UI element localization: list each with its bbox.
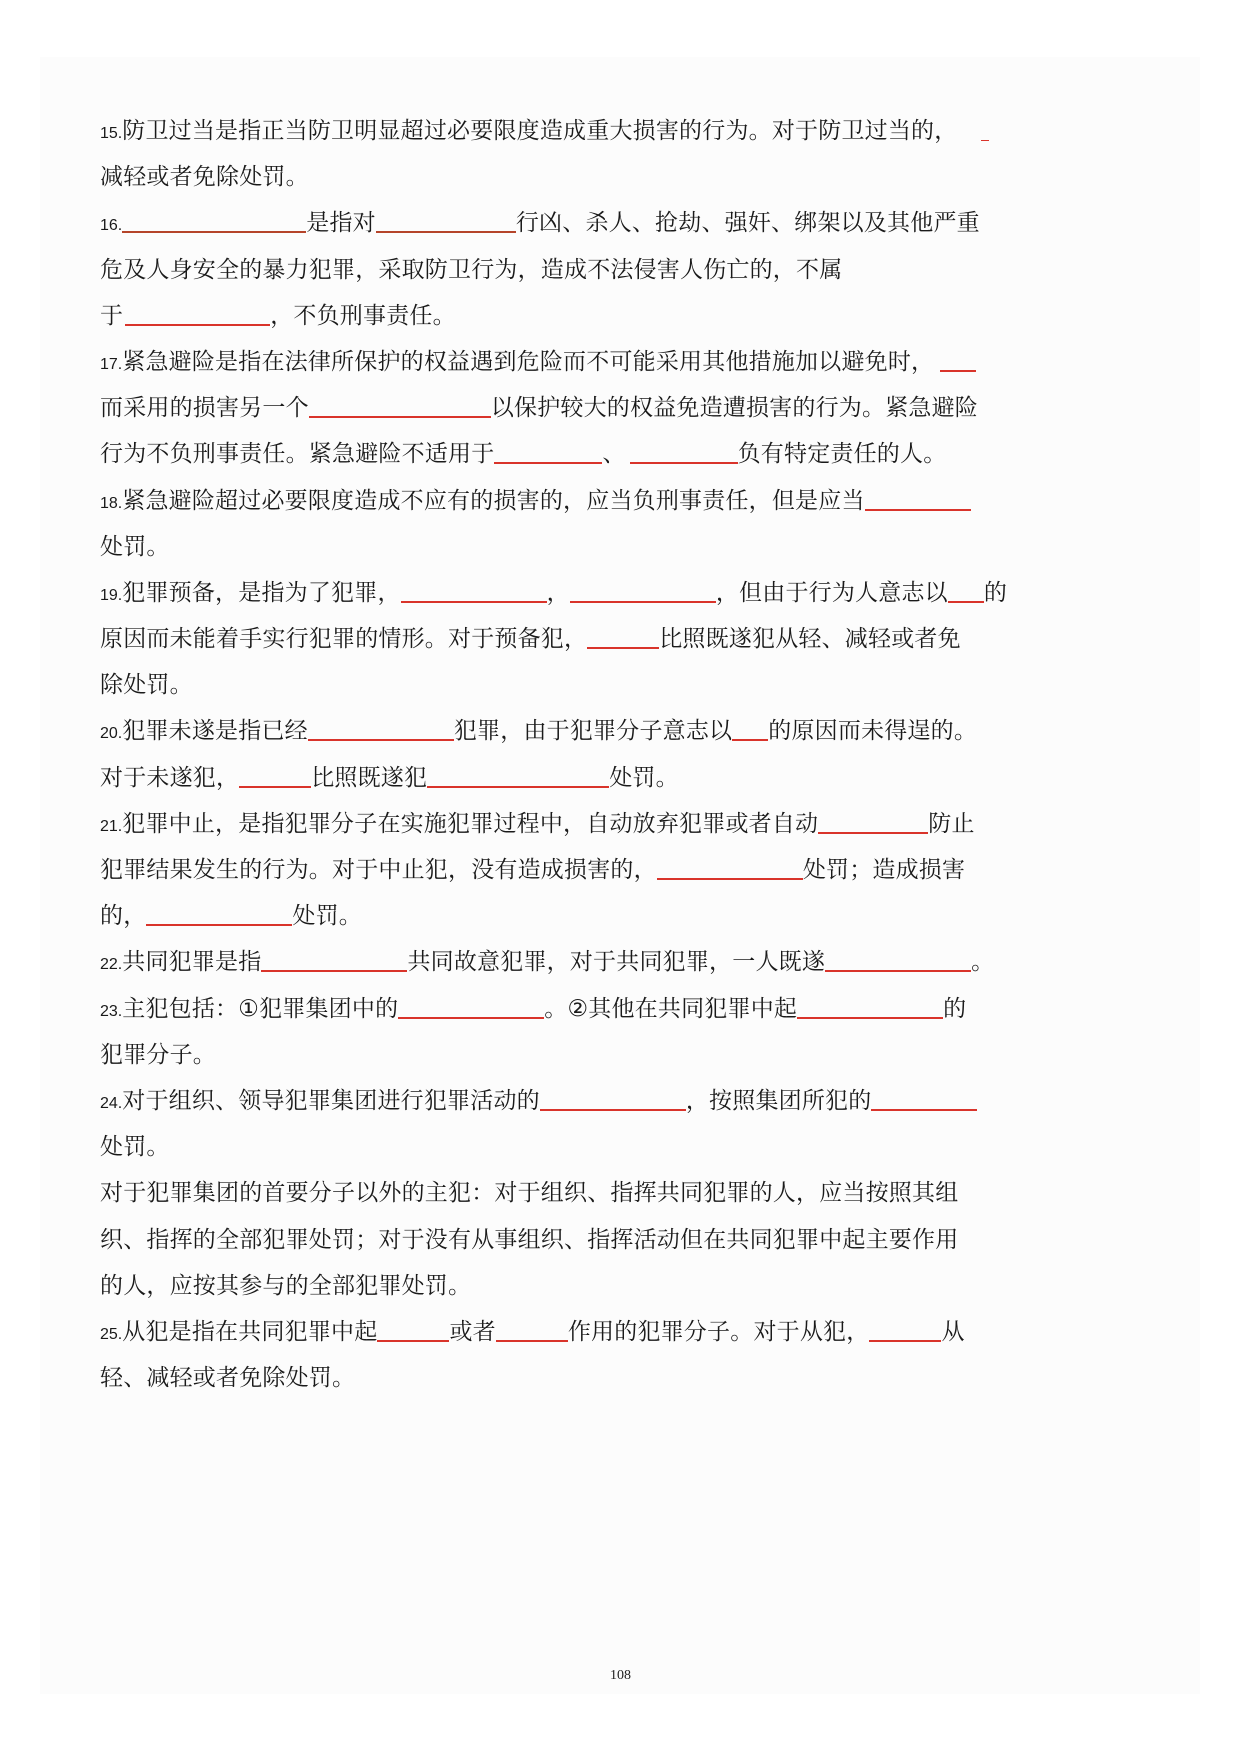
answer-blank[interactable] [797,995,943,1019]
question-text: 防卫过当是指正当防卫明显超过必要限度造成重大损害的行为。对于防卫过当的， [122,118,958,144]
question-text: 犯罪，由于犯罪分子意志以 [453,718,733,745]
question-25-line-2 [100,1355,1012,1401]
answer-blank[interactable] [865,487,971,511]
question-text: ，但由于行为人意志以 [715,579,948,606]
question-18-line-2 [100,524,1012,570]
question-text: 原因而未能着手实行犯罪的情形。对于预备犯， [100,626,588,653]
question-text: 处罚；造成损害 [802,857,966,883]
question-text: 以保护较大的权益免造遭损害的行为。紧急避险 [490,395,979,422]
question-24-line-2 [100,1124,1012,1170]
question-text: 比照既遂犯从轻、减轻或者免 [659,626,961,653]
question-number: 24. [100,1094,123,1112]
answer-blank[interactable] [981,118,989,141]
question-text: 防止 [928,810,975,837]
question-24-note-line-1 [100,1170,1012,1216]
note-text: 的人，应按其参与的全部犯罪处罚。 [100,1272,472,1299]
question-text: 处罚。 [100,1134,170,1161]
question-text: 比照既遂犯 [311,764,428,791]
question-text: 是指对 [306,210,376,237]
question-text: ，不负刑事责任。 [270,302,456,329]
answer-blank[interactable] [587,625,659,649]
question-text: 而采用的损害另一个 [100,395,309,422]
question-20-line-1 [100,708,1012,754]
question-number: 19. [100,586,123,604]
note-text: 对于犯罪集团的首要分子以外的主犯：对于组织、指挥共同犯罪的人，应当按照其组 [100,1180,959,1207]
answer-blank[interactable] [146,902,292,926]
answer-blank[interactable] [657,856,803,880]
question-text: 犯罪未遂是指已经 [122,718,308,745]
question-24-note-line-3 [100,1263,1012,1309]
question-text: 减轻或者免除处罚。 [100,164,309,191]
document-body [100,108,1012,1401]
answer-blank[interactable] [122,209,306,233]
question-text: 、 [602,441,626,468]
question-number: 22. [100,956,123,974]
question-16-line-3 [100,293,1012,339]
answer-blank[interactable] [377,1318,449,1342]
question-text: 除处罚。 [100,672,193,699]
answer-blank[interactable] [309,394,491,418]
question-21-line-1 [100,801,1012,847]
question-16-line-1 [100,200,1012,246]
question-number: 16. [100,217,123,235]
question-19-line-1 [100,570,1012,616]
question-15-line-2 [100,154,1012,200]
question-number: 18. [100,494,123,512]
answer-blank[interactable] [732,717,768,741]
question-text: 犯罪预备，是指为了犯罪， [122,579,401,606]
question-25-line-1 [100,1309,1012,1355]
answer-blank[interactable] [239,764,311,788]
question-text: 负有特定责任的人。 [737,441,947,468]
answer-blank[interactable] [427,764,609,788]
question-text: 。②其他在共同犯罪中起 [544,995,798,1022]
answer-blank[interactable] [570,579,716,603]
answer-blank[interactable] [818,810,928,834]
question-text: 对于组织、领导犯罪集团进行犯罪活动的 [122,1087,540,1114]
question-text: 的 [983,579,1008,606]
question-text: 从 [941,1318,965,1345]
question-text: 犯罪结果发生的行为。对于中止犯，没有造成损害的， [100,857,657,883]
question-text: 的， [100,903,147,930]
question-text: ，按照集团所犯的 [685,1087,872,1114]
question-text: 于 [100,302,124,329]
question-text: 行凶、杀人、抢劫、强奸、绑架以及其他严重 [515,210,980,237]
question-number: 25. [100,1325,123,1343]
question-15-line-1 [100,108,1012,154]
question-18-line-1 [100,478,1012,524]
answer-blank[interactable] [540,1087,686,1111]
question-21-line-3 [100,893,1012,939]
question-number: 21. [100,817,123,835]
question-19-line-3 [100,662,1012,708]
question-16-line-2 [100,247,1012,293]
question-text: 紧急避险超过必要限度造成不应有的损害的，应当负刑事责任，但是应当 [122,487,865,514]
question-text: ， [546,579,570,606]
question-22-line-1 [100,939,1012,985]
question-text: 共同故意犯罪，对于共同犯罪，一人既遂 [407,949,826,976]
question-text: 犯罪分子。 [100,1041,216,1068]
answer-blank[interactable] [308,717,454,741]
question-number: 23. [100,1002,123,1020]
question-20-line-2 [100,755,1012,801]
question-17-line-2 [100,385,1012,431]
answer-blank[interactable] [398,995,544,1019]
question-text: 的原因而未得逞的。 [768,718,978,745]
question-24-line-1 [100,1078,1012,1124]
question-19-line-2 [100,616,1012,662]
question-17-line-1 [100,339,1012,385]
question-text: 处罚。 [609,764,679,791]
question-text: 从犯是指在共同犯罪中起 [122,1318,378,1345]
answer-blank[interactable] [496,1318,568,1342]
answer-blank[interactable] [125,302,270,326]
question-text: 危及人身安全的暴力犯罪，采取防卫行为，造成不法侵害人伤亡的，不属 [100,256,843,283]
question-text: 犯罪中止，是指犯罪分子在实施犯罪过程中，自动放弃犯罪或者自动 [122,810,819,837]
answer-blank[interactable] [261,948,407,972]
question-24-note-line-2 [100,1217,1012,1263]
answer-blank[interactable] [376,209,516,233]
answer-blank[interactable] [940,348,976,372]
question-17-line-3 [100,431,1012,477]
question-text: 主犯包括：①犯罪集团中的 [122,995,399,1022]
answer-blank[interactable] [869,1318,941,1342]
note-text: 织、指挥的全部犯罪处罚；对于没有从事组织、指挥活动但在共同犯罪中起主要作用 [100,1226,959,1253]
question-text: 处罚。 [100,533,170,560]
question-text: 的 [943,995,967,1022]
question-number: 15. [100,125,123,142]
question-text: 处罚。 [292,903,363,930]
question-23-line-2 [100,1032,1012,1078]
question-text: 对于未遂犯， [100,764,240,791]
question-23-line-1 [100,986,1012,1032]
answer-blank[interactable] [401,579,547,603]
question-text: 共同犯罪是指 [122,949,262,976]
answer-blank[interactable] [825,948,971,972]
question-text: 行为不负刑事责任。紧急避险不适用于 [100,441,495,468]
question-text: 。 [971,949,995,976]
answer-blank[interactable] [948,579,984,603]
question-number: 17. [100,355,123,373]
question-text: 或者 [449,1318,496,1345]
answer-blank[interactable] [871,1087,977,1111]
question-text: 作用的犯罪分子。对于从犯， [567,1318,870,1345]
question-number: 20. [100,725,123,743]
question-text: 紧急避险是指在法律所保护的权益遇到危险而不可能采用其他措施加以避免时， [122,348,935,375]
question-text: 轻、减轻或者免除处罚。 [100,1365,356,1392]
answer-blank[interactable] [630,440,738,464]
page-number: 108 [610,1668,631,1683]
question-21-line-2 [100,847,1012,893]
answer-blank[interactable] [494,440,602,464]
